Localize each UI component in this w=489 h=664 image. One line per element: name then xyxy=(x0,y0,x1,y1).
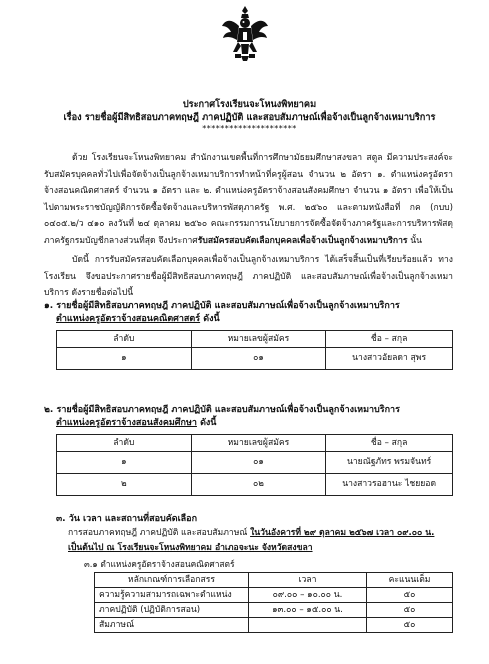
section-3-date-location: ในวันอังคารที่ ๒๙ ตุลาคม ๒๕๖๗ เวลา ๐๙.๐๐ น. เป็นต้นไป ณ โรงเรียนจะโหนงพิทยาคม อำเภอจะนะ จังหวัดสงขลา xyxy=(68,528,435,554)
table-cell: ๕๐ xyxy=(367,618,453,633)
column-header: หมายเลขผู้สมัคร xyxy=(191,331,326,348)
column-header: หมายเลขผู้สมัคร xyxy=(191,435,326,452)
table-cell: ๕๐ xyxy=(367,603,453,618)
table-cell: ๐๑ xyxy=(191,452,326,474)
column-header: คะแนนเต็ม xyxy=(367,573,453,588)
table-cell: ภาคปฏิบัติ (ปฏิบัติการสอน) xyxy=(95,603,249,618)
section-2-position: ตำแหน่งครูอัตราจ้างสอนสังคมศึกษา xyxy=(56,418,197,429)
table-cell: นายณัฐภัทร พรมจันทร์ xyxy=(326,452,453,474)
table-cell: ๐๙.๐๐ – ๑๐.๐๐ น. xyxy=(248,588,366,603)
section-1-position-line xyxy=(56,313,453,326)
table-row xyxy=(95,603,453,618)
section-1 xyxy=(44,300,453,370)
announcement-subject: เรื่อง รายชื่อผู้มีสิทธิสอบภาคทฤษฎี ภาคปฏิบัติ และสอบสัมภาษณ์เพื่อจ้างเป็นลูกจ้างเหมาบริการ xyxy=(63,112,436,124)
intro-paragraph-2: บัดนี้ การรับสมัครสอบคัดเลือกบุคคลเพื่อจ้างเป็นลูกจ้างเหมาบริการ ได้เสร็จสิ้นเป็นที่เรียบร้อยแล้ว ทางโรงเรียน จึงขอประกาศรายชื่อผู้มีสิทธิสอบภาคทฤษฎี ภาคปฏิบัติ และสอบสัมภาษณ์เพื่อจ้างเป็นลูกจ้างเหมาบริการ ดังรายชื่อต่อไปนี้ xyxy=(44,255,453,298)
section-2 xyxy=(44,404,453,496)
column-header: เวลา xyxy=(248,573,366,588)
section-2-table xyxy=(56,434,453,496)
table-row xyxy=(95,618,453,633)
section-3-sub-label: ๓.๑ ตำแหน่งครูอัตราจ้างสอนคณิตศาสตร์ xyxy=(84,559,235,570)
table-cell: ๐๒ xyxy=(191,474,326,496)
table-cell: ๒ xyxy=(57,474,192,496)
table-cell: ๕๐ xyxy=(367,588,453,603)
section-3 xyxy=(44,513,453,633)
table-row xyxy=(57,452,453,474)
section-3-text: การสอบภาคทฤษฎี ภาคปฏิบัติ และสอบสัมภาษณ์ xyxy=(68,528,251,539)
section-2-position-tail: ดังนี้ xyxy=(196,418,217,429)
section-2-position-line xyxy=(56,417,453,430)
table-cell xyxy=(248,618,366,633)
announcement-header xyxy=(40,98,459,134)
table-cell: ๑ xyxy=(57,452,192,474)
table-row xyxy=(57,474,453,496)
column-header: หลักเกณฑ์การเลือกสรร xyxy=(95,573,249,588)
section-1-table xyxy=(56,330,453,370)
intro-p1-end: นั้น xyxy=(407,235,422,246)
column-header: ชื่อ – สกุล xyxy=(326,331,453,348)
table-cell: นางสาวอัยลดา สุพร xyxy=(326,348,453,370)
section-3-schedule-text xyxy=(68,526,453,556)
intro-p1-text: ด้วย โรงเรียนจะโหนงพิทยาคม สำนักงานเขตพื้นที่การศึกษามัธยมศึกษาสงขลา สตูล มีความประสงค์จะรับสมัครบุคคลทั่วไปเพื่อจัดจ้างเป็นลูกจ้างเหมาบริการทำหน้าที่ครูผู้สอน จำนวน ๒ อัตรา ๑. ตำแหน่งครูอัตราจ้างสอนคณิตศาสตร์ จำนวน ๑ อัตรา และ ๒. ตำแหน่งครูอัตราจ้างสอนสังคมศึกษา จำนวน ๑ อัตรา เพื่อให้เป็นไปตามพระราชบัญญัติการจัดซื้อจัดจ้างและบริหารพัสดุภาครัฐ พ.ศ. ๒๕๖๐ และตามหนังสือที่ กค (กบบ) ๐๔๐๕.๒/ว ๔๑๐ ลงวันที่ ๒๔ ตุลาคม ๒๕๖๐ คณะกรรมการนโยบายการจัดซื้อจัดจ้างภาครัฐและการบริหารพัสดุภาครัฐกรมบัญชีกลางส่วนที่สุด จึงประกาศ xyxy=(44,153,453,246)
garuda-emblem-icon xyxy=(221,4,269,62)
intro-paragraph-1 xyxy=(44,150,453,249)
section-1-title: ๑. รายชื่อผู้มีสิทธิสอบภาคทฤษฎี ภาคปฏิบัติ และสอบสัมภาษณ์เพื่อจ้างเป็นลูกจ้างเหมาบริการ xyxy=(44,301,400,311)
table-cell: ความรู้ความสามารถเฉพาะตำแหน่ง xyxy=(95,588,249,603)
column-header: ชื่อ – สกุล xyxy=(326,435,453,452)
table-cell: ๑๓.๐๐ – ๑๕.๐๐ น. xyxy=(248,603,366,618)
intro-text xyxy=(44,150,453,302)
column-header: ลำดับ xyxy=(57,435,192,452)
section-1-position: ตำแหน่งครูอัตราจ้างสอนคณิตศาสตร์ xyxy=(56,314,201,325)
header-divider: ********************* xyxy=(202,123,297,133)
section-1-position-tail: ดังนี้ xyxy=(200,314,220,325)
announcement-org: ประกาศโรงเรียนจะโหนงพิทยาคม xyxy=(182,99,317,110)
table-cell: สัมภาษณ์ xyxy=(95,618,249,633)
schedule-table xyxy=(94,572,453,633)
intro-p1-bold: รับสมัครสอบคัดเลือกบุคคลเพื่อจ้างเป็นลูกจ้างเหมาบริการ xyxy=(197,235,408,246)
table-row xyxy=(95,588,453,603)
section-3-title: ๓. วัน เวลา และสถานที่สอบคัดเลือก xyxy=(56,514,198,524)
column-header: ลำดับ xyxy=(57,331,192,348)
table-cell: ๑ xyxy=(57,348,192,370)
table-cell: ๐๑ xyxy=(191,348,326,370)
table-cell: นางสาวรอฮานะ ไชยยอด xyxy=(326,474,453,496)
section-2-title: ๒. รายชื่อผู้มีสิทธิสอบภาคทฤษฎี ภาคปฏิบัติ และสอบสัมภาษณ์เพื่อจ้างเป็นลูกจ้างเหมาบริการ xyxy=(44,405,400,415)
table-row xyxy=(57,348,453,370)
